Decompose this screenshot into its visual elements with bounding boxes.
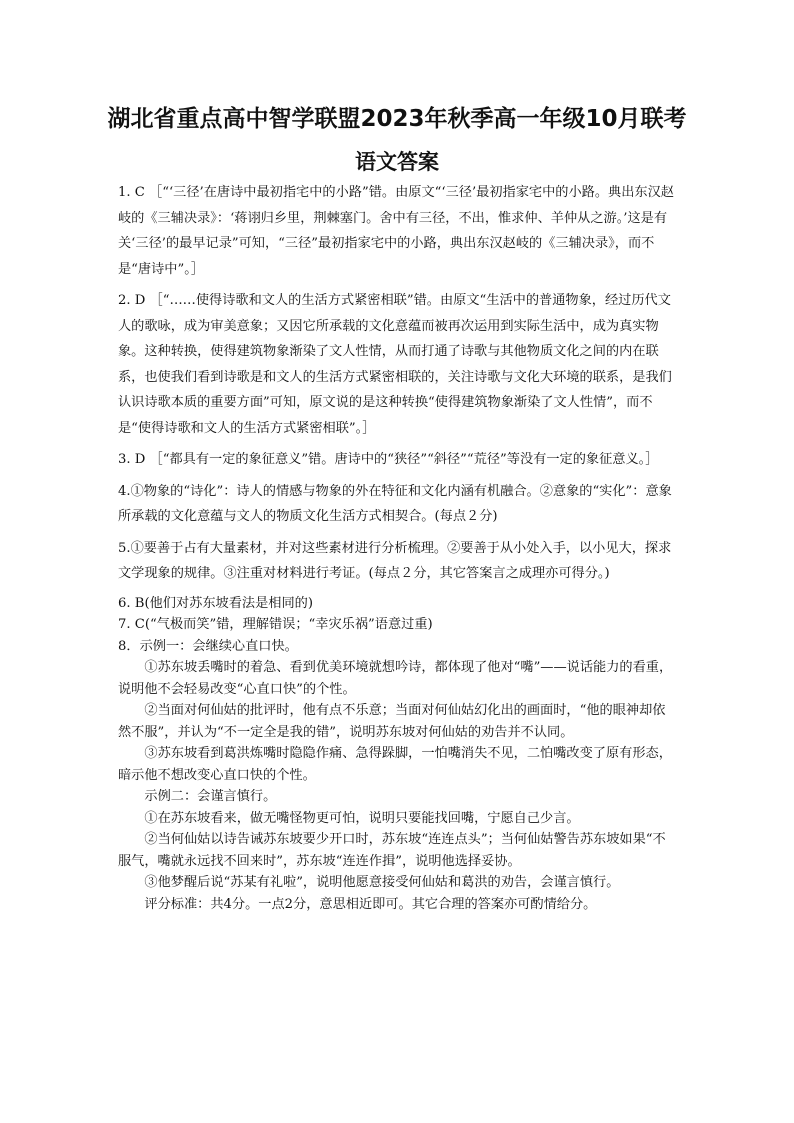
answer-8-heading: 8．示例一：会继续心直口快。 <box>118 638 298 654</box>
answer-8-example2-point2: ②当何仙姑以诗告诫苏东坡要少开口时，苏东坡“连连点头”；当何仙姑警告苏东坡如果“不服气，嘴就永远找不回来时”，苏东坡“连连作揖”，说明他选择妥协。 <box>118 832 666 869</box>
answer-7: 7. C(“气极而笑”错，理解错误；“幸灾乐祸”语意过重) <box>118 617 433 632</box>
answer-8-example2-point3: ③他梦醒后说“苏某有礼啦”，说明他愿意接受何仙姑和葛洪的劝告，会谨言慎行。 <box>144 875 620 890</box>
answer-8-example1-point1: ①苏东坡丢嘴时的着急、看到优美环境就想吟诗，都体现了他对“嘴”——说话能力的看重，说明他不会轻易改变“心直口快”的个性。 <box>118 660 673 697</box>
answer-4: 4.①物象的“诗化”：诗人的情感与物象的外在特征和文化内涵有机融合。②意象的“实化”：意象所承载的文化意蕴与文人的物质文化生活方式相契合。(每点２分) <box>118 483 672 524</box>
answer-1: 1. C ［“‘三径’在唐诗中最初指宅中的小路”错。由原文“‘三径’最初指家宅中的小路。典出东汉赵岐的《三辅决录》：‘蒋诩归乡里，荆棘塞门。舍中有三径，不出，惟求仲、羊仲从之游。’这是有关‘三径’的最早记录”可知，“三径”最初指家宅中的小路，典出东汉赵岐的《三辅决录》，而不是“唐诗中”。］ <box>118 185 674 277</box>
scoring-criteria: 评分标准：共4分。一点2分，意思相近即可。其它合理的答案亦可酌情给分。 <box>144 896 597 912</box>
answer-3: 3. D ［“都具有一定的象征意义”错。唐诗中的“狭径”“斜径”“荒径”等没有一定的象征意义。］ <box>118 452 659 467</box>
document-title: 湖北省重点高中智学联盟2023年秋季高一年级10月联考 <box>107 106 687 132</box>
answer-8-example1-point3: ③苏东坡看到葛洪炼嘴时隐隐作痛、急得跺脚，一怕嘴消失不见，二怕嘴改变了原有形态，暗示他不想改变心直口快的个性。 <box>118 746 672 783</box>
answer-8-example2-heading: 示例二：会谨言慎行。 <box>144 789 277 804</box>
answer-body <box>118 180 678 915</box>
answer-5: 5.①要善于占有大量素材，并对这些素材进行分析梳理。②要善于从小处入手，以小见大，探求文学现象的规律。③注重对材料进行考证。(每点２分，其它答案言之成理亦可得分。) <box>118 540 672 581</box>
answer-8-example1-point2: ②当面对何仙姑的批评时，他有点不乐意；当面对何仙姑幻化出的画面时，“他的眼神却依然不服”，并认为“不一定全是我的错”，说明苏东坡对何仙姑的劝告并不认同。 <box>118 703 666 740</box>
answer-2: 2. D ［“……使得诗歌和文人的生活方式紧密相联”错。由原文“生活中的普通物象，经过历代文人的歌咏，成为审美意象；又因它所承载的文化意蕴而被再次运用到实际生活中，成为真实物象。这种转换，使得建筑物象渐染了文人性情，从而打通了诗歌与其他物质文化之间的内在联系，也使我们看到诗歌是和文人的生活方式紧密相联的，关注诗歌与文化大环境的联系，是我们认识诗歌本质的重要方面”可知，原文说的是这种转换“使得建筑物象渐染了文人性情”，而不是“使得诗歌和文人的生活方式紧密相联”。］ <box>118 293 672 436</box>
answer-6: 6. B(他们对苏东坡看法是相同的) <box>118 595 314 611</box>
answer-8-example2-point1: ①在苏东坡看来，做无嘴怪物更可怕，说明只要能找回嘴，宁愿自己少言。 <box>144 810 580 826</box>
document-subtitle: 语文答案 <box>355 150 439 174</box>
